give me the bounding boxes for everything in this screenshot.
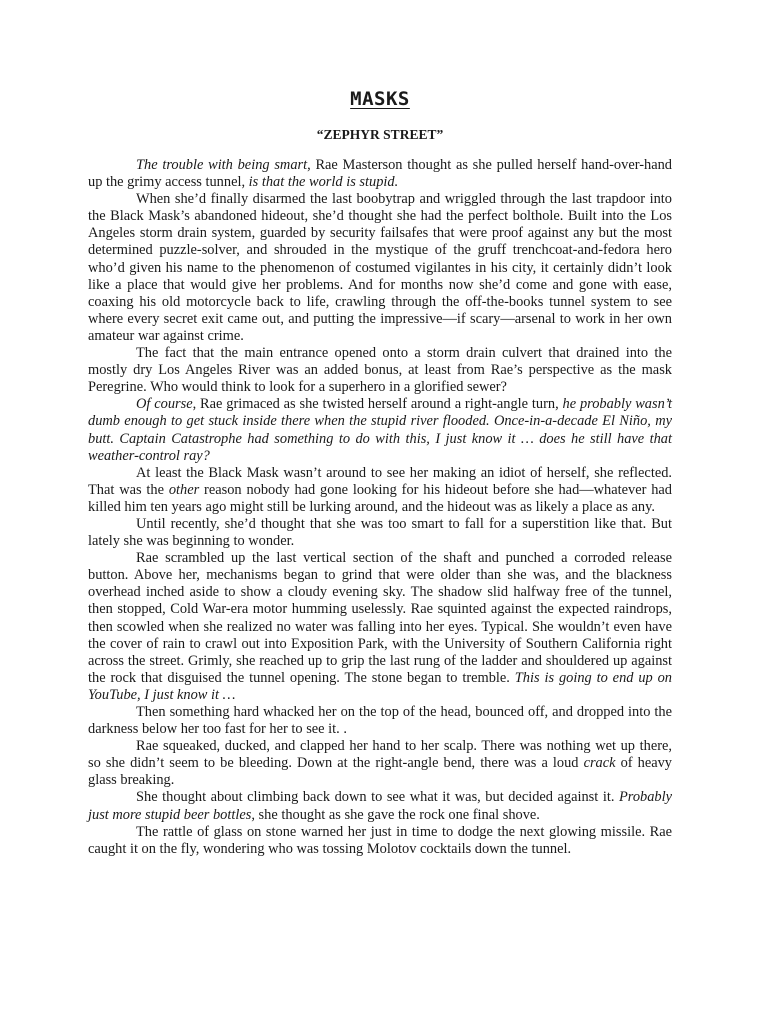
chapter-title: “ZEPHYR STREET” [316, 127, 444, 142]
text-run: The rattle of glass on stone warned her just in time to dodge the next glowing missile. Rae caught it on the fly, wondering who was tossing Molotov cocktails down the tunnel. [88, 823, 672, 857]
italic-run: he probably wasn’t dumb enough to get stuck inside there when the stupid river flooded. Once-in-a-decade El Niño, my butt. Captain Catastrophe had something to do with this, I just know it … does he still have that weather-control ray? [88, 396, 672, 464]
italic-run: crack [583, 755, 616, 772]
text-run: , Rae Masterson thought as she pulled herself hand-over-hand up the grimy access tunnel, [88, 157, 672, 191]
text-run: Rae scrambled up the last vertical section of the shaft and punched a corroded release button. Above her, mechanisms began to grind that were older than she was, and the blackness overhead inched aside to show a cloudy evening sky. The shadow slid halfway free of the tunnel, then stopped, Cold War-era motor humming uselessly. Rae squinted against the expected raindrops, then scowled when she realized no water was falling into her eyes. Typical. She wouldn’t even have the cover of rain to crawl out into Exposition Park, with the University of Southern California right across the street. Grimly, she reached up to grip the last rung of the ladder and shouldered up against the rock that disguised the tunnel opening. The stone began to tremble. [88, 550, 672, 686]
italic-run: Of course [136, 396, 193, 413]
paragraph [88, 465, 672, 516]
italic-run: The trouble with being smart [136, 157, 308, 173]
paragraph [88, 191, 672, 345]
body-text [88, 157, 672, 858]
italic-run: other [168, 481, 200, 498]
paragraph [88, 704, 672, 738]
text-run: Until recently, she’d thought that she was too smart to fall for a superstition like that. But lately she was beginning to wonder. [88, 515, 672, 550]
italic-run: This is going to end up on YouTube, I just know it … [88, 669, 672, 703]
paragraph [88, 516, 672, 550]
text-run: , Rae grimaced as she twisted herself around a right-angle turn, [192, 396, 563, 413]
paragraph [88, 345, 672, 396]
paragraph [88, 738, 672, 789]
paragraph [88, 157, 672, 191]
page-title: MASKS [350, 88, 410, 110]
text-run: At least the Black Mask wasn’t around to see her making an idiot of herself, she reflected. That was the [88, 464, 672, 498]
text-run: She thought about climbing back down to see what it was, but decided against it. [136, 789, 619, 806]
text-run: reason nobody had gone looking for his hideout before she had—whatever had killed him ten years ago might still be lurking around, and the hideout was as likely a place as any. [88, 481, 672, 515]
text-run: Then something hard whacked her on the top of the head, bounced off, and dropped into the darkness below her too fast for her to see it. . [88, 704, 672, 738]
italic-run: is that the world is stupid. [248, 174, 399, 191]
text-run: The fact that the main entrance opened onto a storm drain culvert that drained into the mostly dry Los Angeles River was an added bonus, at least from Rae’s perspective as the mask Peregrine. Who would think to look for a superhero in a glorified sewer? [88, 345, 672, 396]
text-run: When she’d finally disarmed the last boobytrap and wriggled through the last trapdoor into the Black Mask’s abandoned hideout, she’d thought she had the perfect bolthole. Built into the Los Angeles storm drain system, guarded by security failsafes that were proof against any but the most determined puzzle-solver, and shrouded in the mystique of the gruff trenchcoat-and-fedora hero who’d given his name to the phenomenon of costumed vigilantes in his city, it certainly didn’t look like a place that would give her problems. And for months now she’d come and gone with ease, coaxing his old motorcycle back to life, crawling through the off-the-books tunnel system to see where every secret exit came out, and putting the impressive—if scary—arsenal to work in her own amateur war against crime. [88, 191, 672, 344]
paragraph [88, 789, 672, 823]
paragraph [88, 824, 672, 858]
paragraph [88, 550, 672, 704]
text-run: of heavy glass breaking. [88, 755, 673, 789]
italic-run: Probably just more stupid beer bottles, [88, 789, 672, 823]
text-run: she thought as she gave the rock one final shove. [254, 806, 540, 823]
paragraph [88, 396, 672, 464]
text-run: Rae squeaked, ducked, and clapped her hand to her scalp. There was nothing wet up there, so she didn’t seem to be bleeding. Down at the right-angle bend, there was a loud [88, 738, 672, 772]
